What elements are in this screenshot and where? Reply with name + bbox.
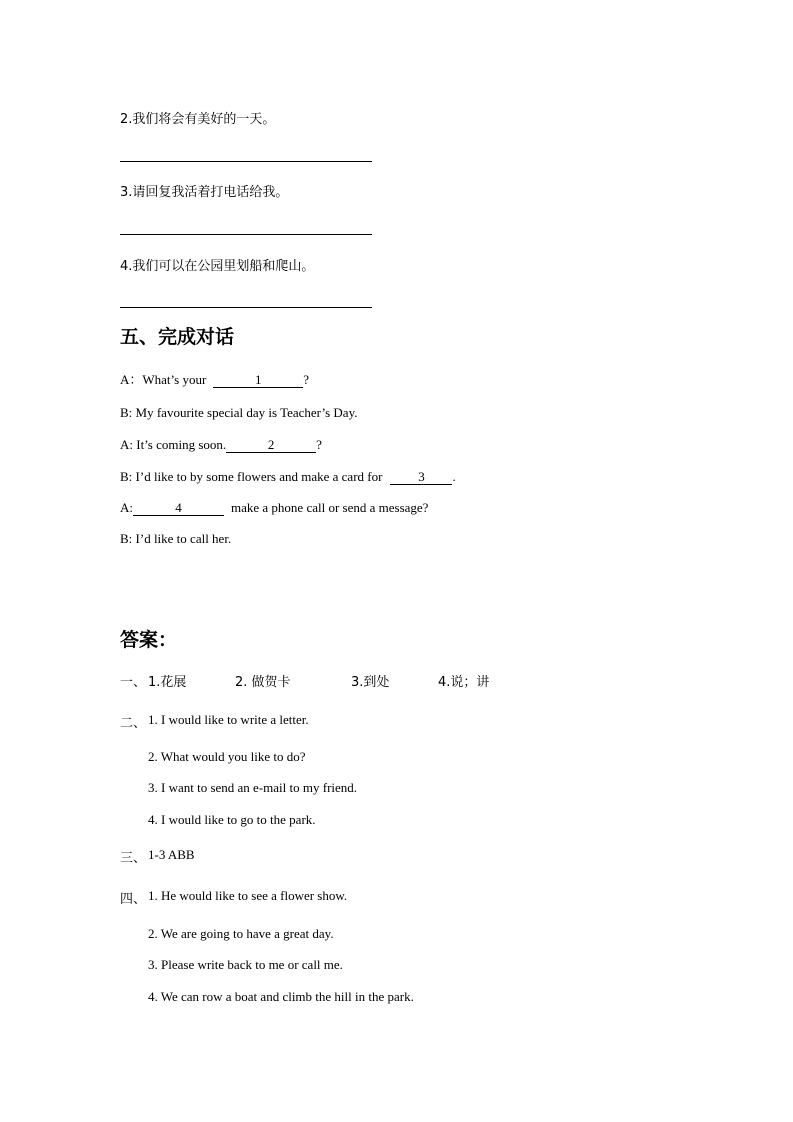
dialogue-text: A：What’s your bbox=[120, 372, 207, 387]
answer-line-3 bbox=[120, 234, 372, 235]
answer-1-2: 2. 做贺卡 bbox=[235, 675, 291, 690]
blank-4: 4 bbox=[133, 501, 224, 516]
blank-3: 3 bbox=[390, 470, 452, 485]
answer-1-3: 3.到处 bbox=[351, 675, 390, 690]
answer-2-2: 2. What would you like to do? bbox=[148, 749, 306, 764]
dialogue-line-4 bbox=[120, 469, 456, 485]
answer-line-4 bbox=[120, 307, 372, 308]
answer-4-4: 4. We can row a boat and climb the hill in the park. bbox=[148, 989, 414, 1004]
dialogue-text: A: It’s coming soon. bbox=[120, 437, 227, 452]
answers-part-1-label: 一、 bbox=[120, 675, 147, 690]
question-3: 3.请回复我活着打电话给我。 bbox=[120, 185, 289, 200]
dialogue-line-1 bbox=[120, 369, 309, 388]
dialogue-line-3 bbox=[120, 437, 322, 453]
answers-part-4-label: 四、 bbox=[120, 892, 147, 907]
answers-part-2-label: 二、 bbox=[120, 716, 147, 731]
dialogue-text: ? bbox=[303, 372, 310, 387]
dialogue-text: make a phone call or send a message? bbox=[231, 500, 429, 515]
dialogue-text: ? bbox=[316, 437, 322, 452]
answers-title: 答案： bbox=[120, 629, 178, 651]
dialogue-line-5 bbox=[120, 500, 428, 516]
dialogue-text: A: bbox=[120, 500, 133, 515]
answer-4-3: 3. Please write back to me or call me. bbox=[148, 957, 343, 972]
question-2: 2.我们将会有美好的一天。 bbox=[120, 112, 276, 127]
section-5-title: 五、完成对话 bbox=[120, 326, 235, 348]
dialogue-line-6: B: I’d like to call her. bbox=[120, 531, 232, 546]
answer-4-2: 2. We are going to have a great day. bbox=[148, 926, 334, 941]
answer-1-4: 4.说；讲 bbox=[438, 675, 490, 690]
dialogue-text: . bbox=[452, 469, 456, 484]
answer-2-1: 1. I would like to write a letter. bbox=[148, 712, 309, 727]
answer-2-3: 3. I want to send an e-mail to my friend. bbox=[148, 780, 358, 795]
answer-2-4: 4. I would like to go to the park. bbox=[148, 812, 316, 827]
answer-4-1: 1. He would like to see a flower show. bbox=[148, 888, 348, 903]
blank-2: 2 bbox=[226, 438, 316, 453]
blank-1: 1 bbox=[213, 373, 303, 388]
answer-3: 1-3 ABB bbox=[148, 847, 195, 862]
answer-1-1: 1.花展 bbox=[148, 675, 187, 690]
dialogue-line-2: B: My favourite special day is Teacher’s Day. bbox=[120, 405, 358, 420]
question-4: 4.我们可以在公园里划船和爬山。 bbox=[120, 259, 315, 274]
dialogue-text: B: I’d like to by some flowers and make a card for bbox=[120, 469, 383, 484]
answer-line-2 bbox=[120, 161, 372, 162]
answers-part-3-label: 三、 bbox=[120, 851, 147, 866]
